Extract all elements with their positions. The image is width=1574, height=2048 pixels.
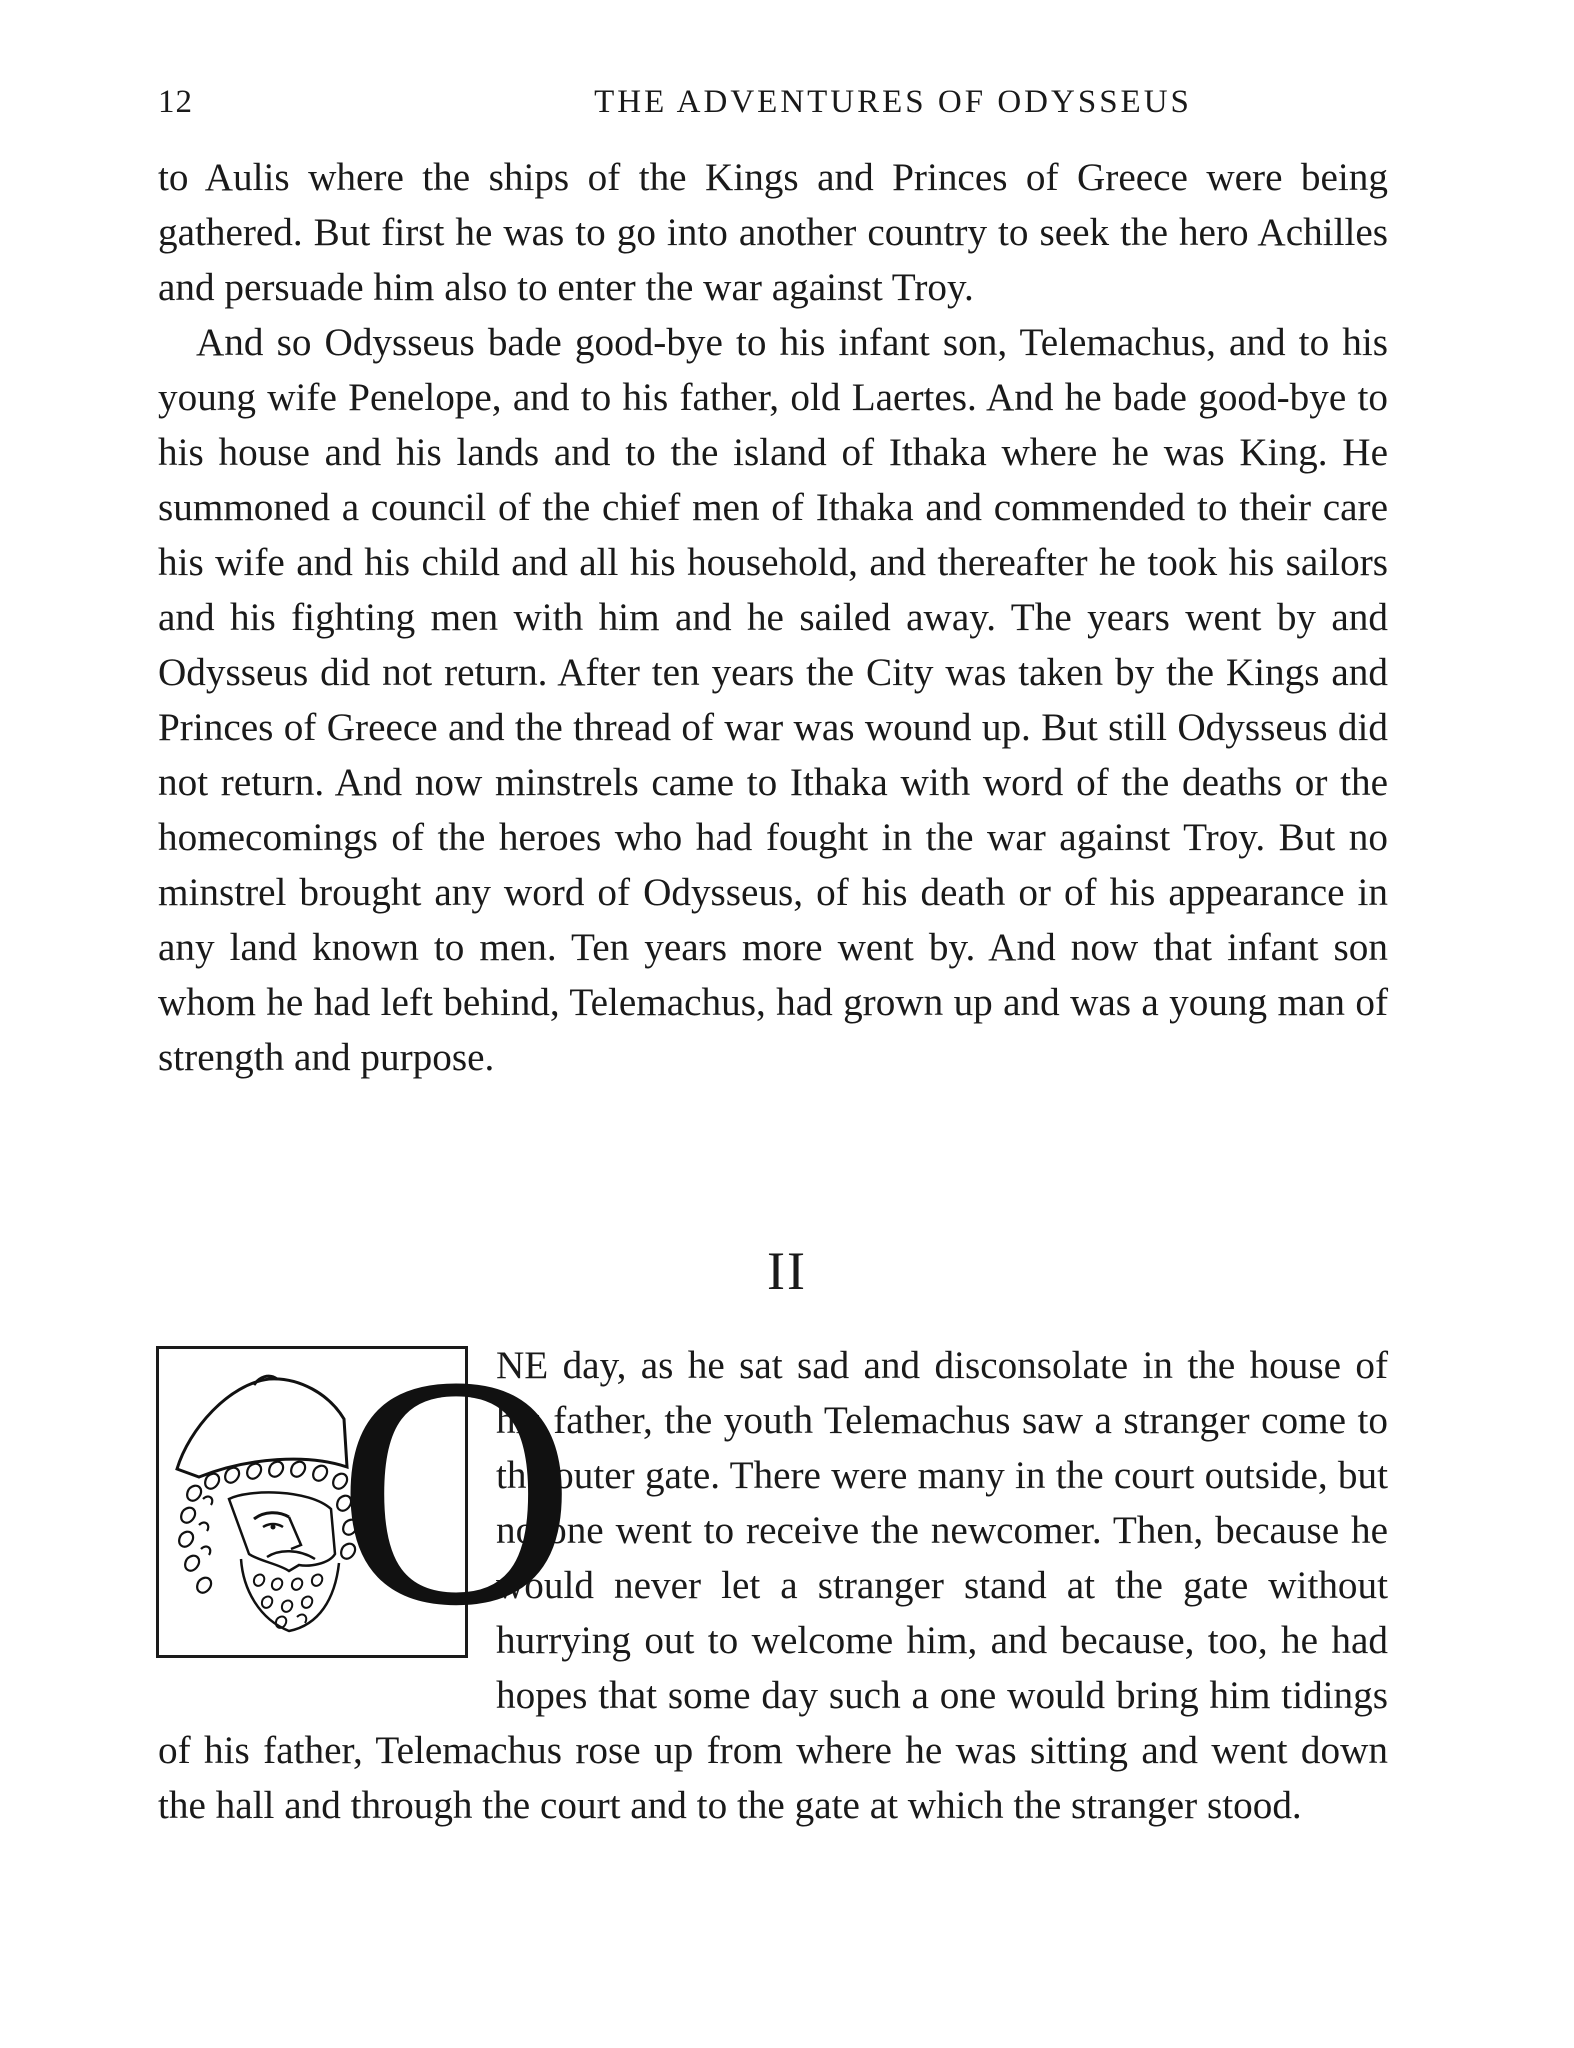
paragraph-stranger-arrives: NE day, as he sat sad and disconsolate in the house of his father, the youth Telemachus saw a stranger come to the outer gate. There were many in the court outside, but no one went to receive the newcomer. Then, because he would never let a stranger stand at the gate without hurrying out to welcome him, and because, too, he had hopes that some day such a one would bring him tidings of his father, Telemachus rose up from where he was sitting and went down the hall and through the court and to the gate at which the stranger stood. — [158, 1344, 1388, 1827]
running-title: THE ADVENTURES OF ODYSSEUS — [594, 84, 1192, 120]
page-number: 12 — [158, 84, 193, 120]
drop-cap-illustration — [156, 1309, 576, 1674]
chapter-text — [158, 1309, 1388, 1833]
chapter-number: II — [767, 1241, 807, 1301]
paragraph-continued: to Aulis where the ships of the Kings and Princes of Greece were being gathered. But first he was to go into another country to seek the hero Achilles and persuade him also to enter the war against Troy. — [158, 156, 1388, 309]
running-head — [158, 84, 1388, 136]
continued-text — [158, 150, 1388, 1085]
drop-cap-letter: O — [337, 1309, 576, 1674]
paragraph-odysseus-departs: And so Odysseus bade good-bye to his infant son, Telemachus, and to his young wife Penelope, and to his father, old Laertes. And he bade good-bye to his house and his lands and to the island of Ithaka where he was King. He summoned a council of the chief men of Ithaka and commended to their care his wife and his child and all his household, and thereafter he took his sailors and his fighting men with him and he sailed away. The years went by and Odysseus did not return. After ten years the City was taken by the Kings and Princes of Greece and the thread of war was wound up. But still Odysseus did not return. And now minstrels came to Ithaka with word of the deaths or the homecomings of the heroes who had fought in the war against Troy. But no minstrel brought any word of Odysseus, of his death or of his appearance in any land known to men. Ten years more went by. And now that infant son whom he had left behind, Telemachus, had grown up and was a young man of strength and purpose. — [158, 321, 1388, 1079]
